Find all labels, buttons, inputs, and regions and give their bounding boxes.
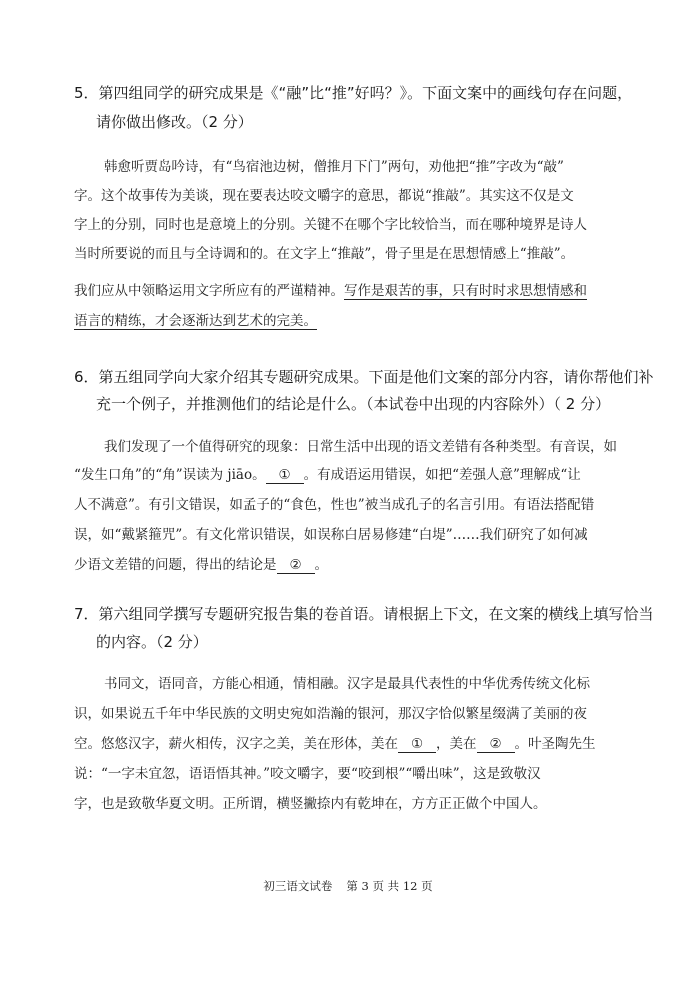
question-7-passage-text-a: 空。悠悠汉字，薪火相传，汉字之美，美在形体，美在 <box>74 736 398 752</box>
question-5-prompt-line-2: 请你做出修改。（2 分） <box>96 113 253 131</box>
question-6-passage-line-3: 人不满意”。有引文错误，如孟子的“食色，性也”被当成孔子的名言引用。有语法搭配错 <box>74 497 595 513</box>
question-5-passage-line-5 <box>74 281 587 301</box>
question-5-passage-line-2: 字。这个故事传为美谈，现在要表达咬文嚼字的意思，都说“推敲”。其实这不仅是文 <box>74 188 574 204</box>
question-7-passage-text-b: ，美在 <box>436 736 477 752</box>
question-7-passage-text-c: 。叶圣陶先生 <box>514 736 596 752</box>
question-7-passage-line-1: 书同文，语同音，方能心相通，情相融。汉字是最具代表性的中华优秀传统文化标 <box>104 676 590 692</box>
question-6-passage-line-1: 我们发现了一个值得研究的现象：日常生活中出现的语文差错有各种类型。有音误，如 <box>104 439 617 455</box>
question-5-passage-line-4: 当时所要说的而且与全诗调和的。在文字上“推敲”，骨子里是在思想情感上“推敲”。 <box>74 246 575 262</box>
footer-exam-title: 初三语文试卷 <box>263 879 333 893</box>
question-6-blank-2: ② <box>277 557 315 574</box>
question-6-blank-1: ① <box>266 467 304 484</box>
question-7-passage-line-5: 字，也是致敬华夏文明。正所谓，横竖撇捺内有乾坤在，方方正正做个中国人。 <box>74 796 547 812</box>
question-6-passage-line-2 <box>74 465 581 485</box>
question-6-passage-text-d: 。 <box>314 557 328 573</box>
question-5-underlined-sentence-part-2: 语言的精练，才会逐渐达到艺术的完美。 <box>74 313 317 329</box>
question-5-passage-plain-text: 我们应从中领略运用文字所应有的严谨精神。 <box>74 283 344 299</box>
question-7-passage-line-4: 说：“一字未宜忽，语语悟其神。”咬文嚼字，要“咬到根”“嚼出味”，这是致敬汉 <box>74 766 541 782</box>
question-5-passage-line-1: 韩愈听贾岛吟诗，有“鸟宿池边树，僧推月下门”两句，劝他把“推”字改为“敲” <box>104 159 564 175</box>
question-7-prompt-line-1: 7．第六组同学撰写专题研究报告集的卷首语。请根据上下文，在文案的横线上填写恰当 <box>74 605 654 623</box>
question-6-passage-text-b: 。有成语运用错误，如把“差强人意”理解成“让 <box>303 467 581 483</box>
question-5-passage-line-3: 字上的分别，同时也是意境上的分别。关键不在哪个字比较恰当，而在哪种境界是诗人 <box>74 217 587 233</box>
footer-page-number: 第 3 页 共 12 页 <box>346 879 433 893</box>
page-footer <box>0 878 696 894</box>
question-6-prompt-line-1: 6．第五组同学向大家介绍其专题研究成果。下面是他们文案的部分内容，请你帮他们补 <box>74 368 654 386</box>
question-7-passage-line-2: 识，如果说五千年中华民族的文明史宛如浩瀚的银河，那汉字恰似繁星缀满了美丽的夜 <box>74 706 587 722</box>
question-6-passage-text-c: 少语文差错的问题，得出的结论是 <box>74 557 277 573</box>
question-5-passage-line-6 <box>74 311 317 331</box>
question-7-prompt-line-2: 的内容。（2 分） <box>96 633 208 651</box>
question-7-blank-1: ① <box>398 736 436 753</box>
question-6-prompt-line-2: 充一个例子，并推测他们的结论是什么。（本试卷中出现的内容除外）（ 2 分） <box>96 395 611 413</box>
question-6-passage-text-a: “发生口角”的“角”误读为 jiāo。 <box>74 467 266 483</box>
question-5-underlined-sentence-part-1: 写作是艰苦的事，只有时时求思想情感和 <box>344 283 587 299</box>
question-6-passage-line-5 <box>74 555 328 575</box>
question-7-passage-line-3 <box>74 734 596 754</box>
question-7-blank-2: ② <box>477 736 515 753</box>
question-6-passage-line-4: 误，如“戴紧箍咒”。有文化常识错误，如误称白居易修建“白堤”……我们研究了如何减 <box>74 527 588 543</box>
question-5-prompt-line-1: 5．第四组同学的研究成果是《“融”比“推”好吗？》。下面文案中的画线句存在问题， <box>74 84 633 102</box>
